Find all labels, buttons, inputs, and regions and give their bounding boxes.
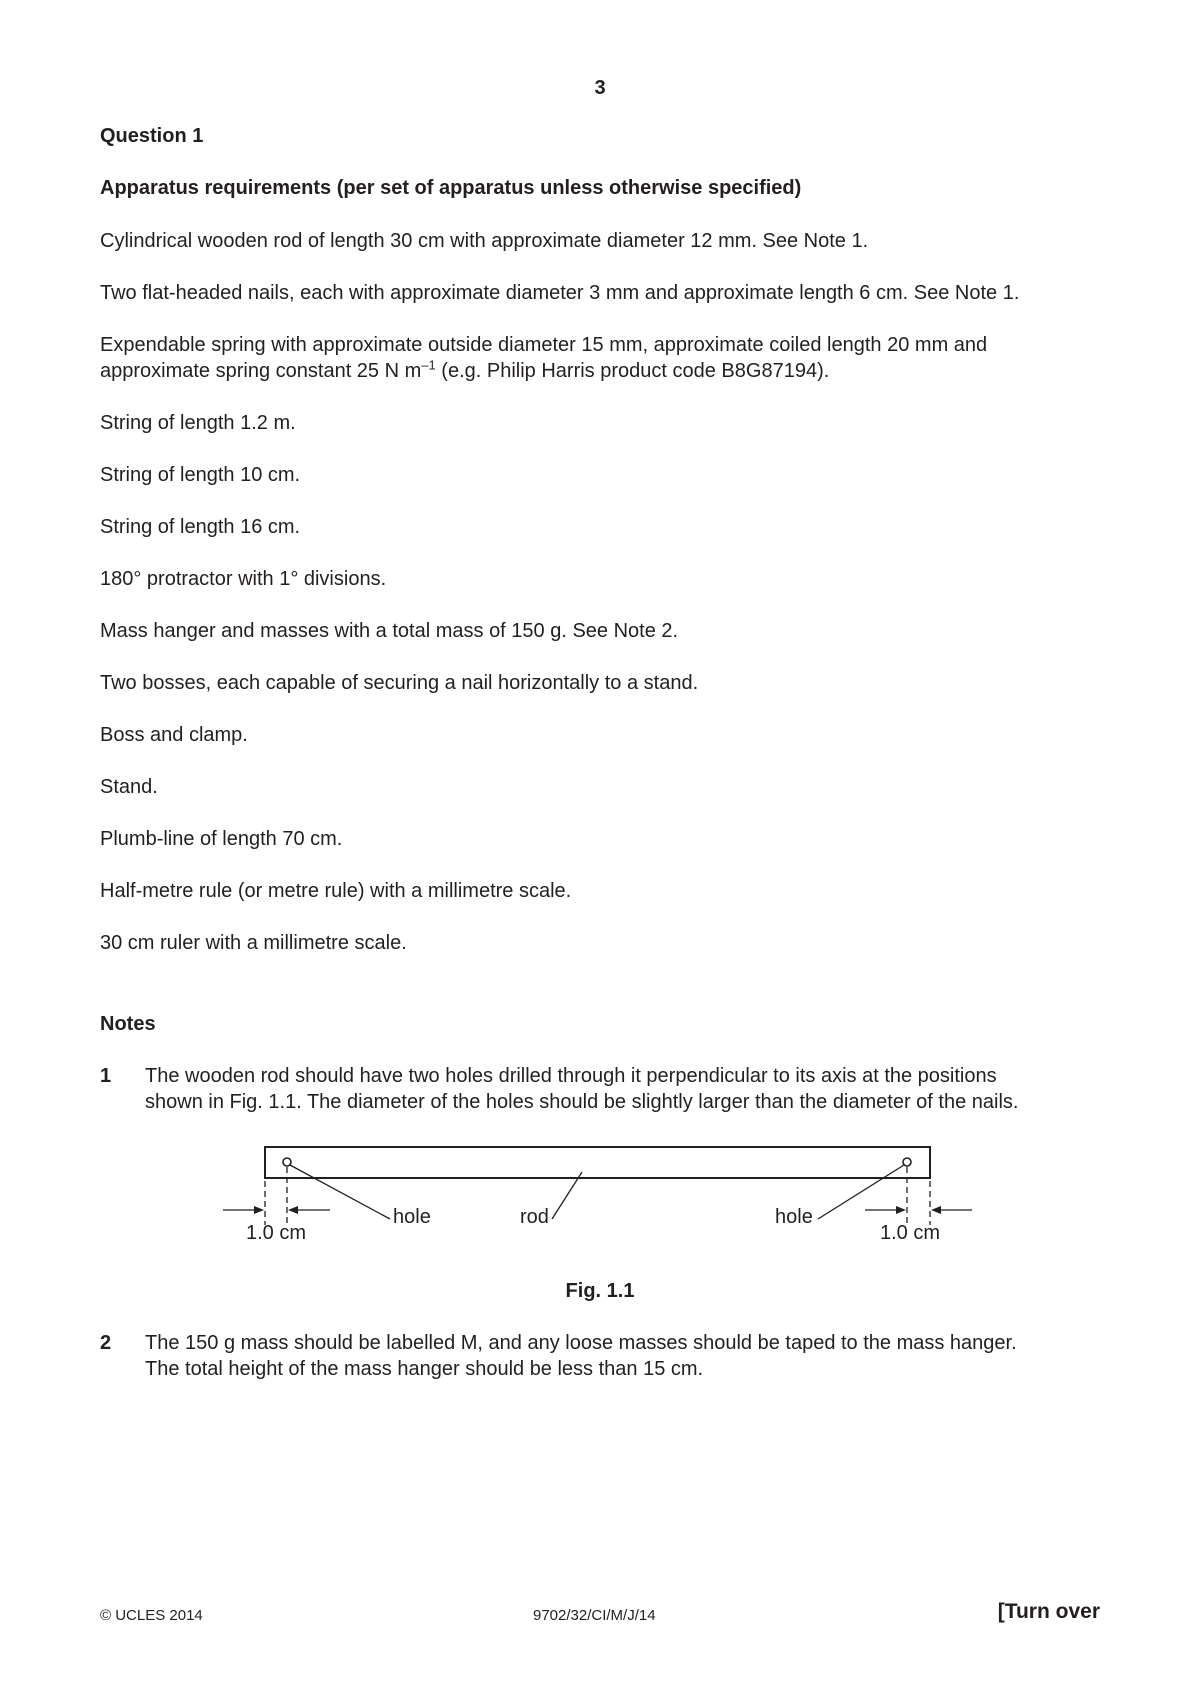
- page-number: 3: [594, 77, 606, 99]
- dim-left-arrowhead-1: [254, 1206, 264, 1214]
- item-stand: Stand.: [100, 776, 158, 798]
- item-string-3: String of length 16 cm.: [100, 516, 301, 538]
- item-spring-superscript: –1: [421, 357, 436, 373]
- label-hole-left: hole: [393, 1206, 431, 1228]
- item-protractor: 180° protractor with 1° divisions.: [100, 568, 387, 590]
- apparatus-heading: Apparatus requirements (per set of apparatus unless otherwise specified): [100, 177, 802, 199]
- item-string-1: String of length 1.2 m.: [100, 412, 296, 434]
- note-1-line-2: shown in Fig. 1.1. The diameter of the holes should be slightly larger than the diameter of the nails.: [145, 1091, 1019, 1113]
- notes-heading: Notes: [100, 1013, 156, 1035]
- item-spring-line2-post: (e.g. Philip Harris product code B8G87194).: [435, 360, 830, 382]
- note-1-number: 1: [100, 1065, 112, 1087]
- item-spring-line2-pre: approximate spring constant 25 N m: [100, 360, 422, 382]
- item-bosses: Two bosses, each capable of securing a nail horizontally to a stand.: [100, 672, 699, 694]
- dim-right-arrowhead-2: [931, 1206, 941, 1214]
- note-2-number: 2: [100, 1332, 112, 1354]
- item-spring: [100, 332, 1100, 384]
- figure-caption: Fig. 1.1: [565, 1280, 635, 1302]
- item-nails: Two flat-headed nails, each with approximate diameter 3 mm and approximate length 6 cm. See Note 1.: [100, 282, 1020, 304]
- footer-copyright: © UCLES 2014: [100, 1607, 203, 1624]
- item-boss-clamp: Boss and clamp.: [100, 724, 248, 746]
- dim-left-arrowhead-2: [288, 1206, 298, 1214]
- item-string-2: String of length 10 cm.: [100, 464, 301, 486]
- leader-rod: [552, 1172, 582, 1219]
- note-2-line-2: The total height of the mass hanger should be less than 15 cm.: [145, 1358, 704, 1380]
- label-dim-left: 1.0 cm: [246, 1222, 307, 1244]
- item-plumb-line: Plumb-line of length 70 cm.: [100, 828, 343, 850]
- label-hole-right: hole: [775, 1206, 813, 1228]
- note-2-text: [145, 1330, 1100, 1382]
- hole-left-shape: [283, 1158, 291, 1166]
- item-mass-hanger: Mass hanger and masses with a total mass of 150 g. See Note 2.: [100, 620, 679, 642]
- rod-shape: [265, 1147, 930, 1178]
- label-rod: rod: [520, 1206, 549, 1228]
- figure-rod-diagram: [200, 1135, 990, 1255]
- footer-code: 9702/32/CI/M/J/14: [533, 1607, 656, 1624]
- hole-right-shape: [903, 1158, 911, 1166]
- leader-hole-right: [818, 1165, 904, 1219]
- note-1-text: [145, 1063, 1100, 1115]
- item-ruler: 30 cm ruler with a millimetre scale.: [100, 932, 407, 954]
- item-spring-line1: Expendable spring with approximate outside diameter 15 mm, approximate coiled length 20 mm and: [100, 334, 988, 356]
- leader-hole-left: [290, 1165, 390, 1219]
- question-heading: Question 1: [100, 125, 204, 147]
- label-dim-right: 1.0 cm: [880, 1222, 941, 1244]
- dim-right-arrowhead-1: [896, 1206, 906, 1214]
- item-rod: Cylindrical wooden rod of length 30 cm with approximate diameter 12 mm. See Note 1.: [100, 230, 869, 252]
- item-half-metre-rule: Half-metre rule (or metre rule) with a millimetre scale.: [100, 880, 572, 902]
- footer-turn-over: [Turn over: [997, 1600, 1100, 1623]
- note-2-line-1: The 150 g mass should be labelled M, and any loose masses should be taped to the mass hanger.: [145, 1332, 1017, 1354]
- note-1-line-1: The wooden rod should have two holes drilled through it perpendicular to its axis at the positions: [145, 1065, 997, 1087]
